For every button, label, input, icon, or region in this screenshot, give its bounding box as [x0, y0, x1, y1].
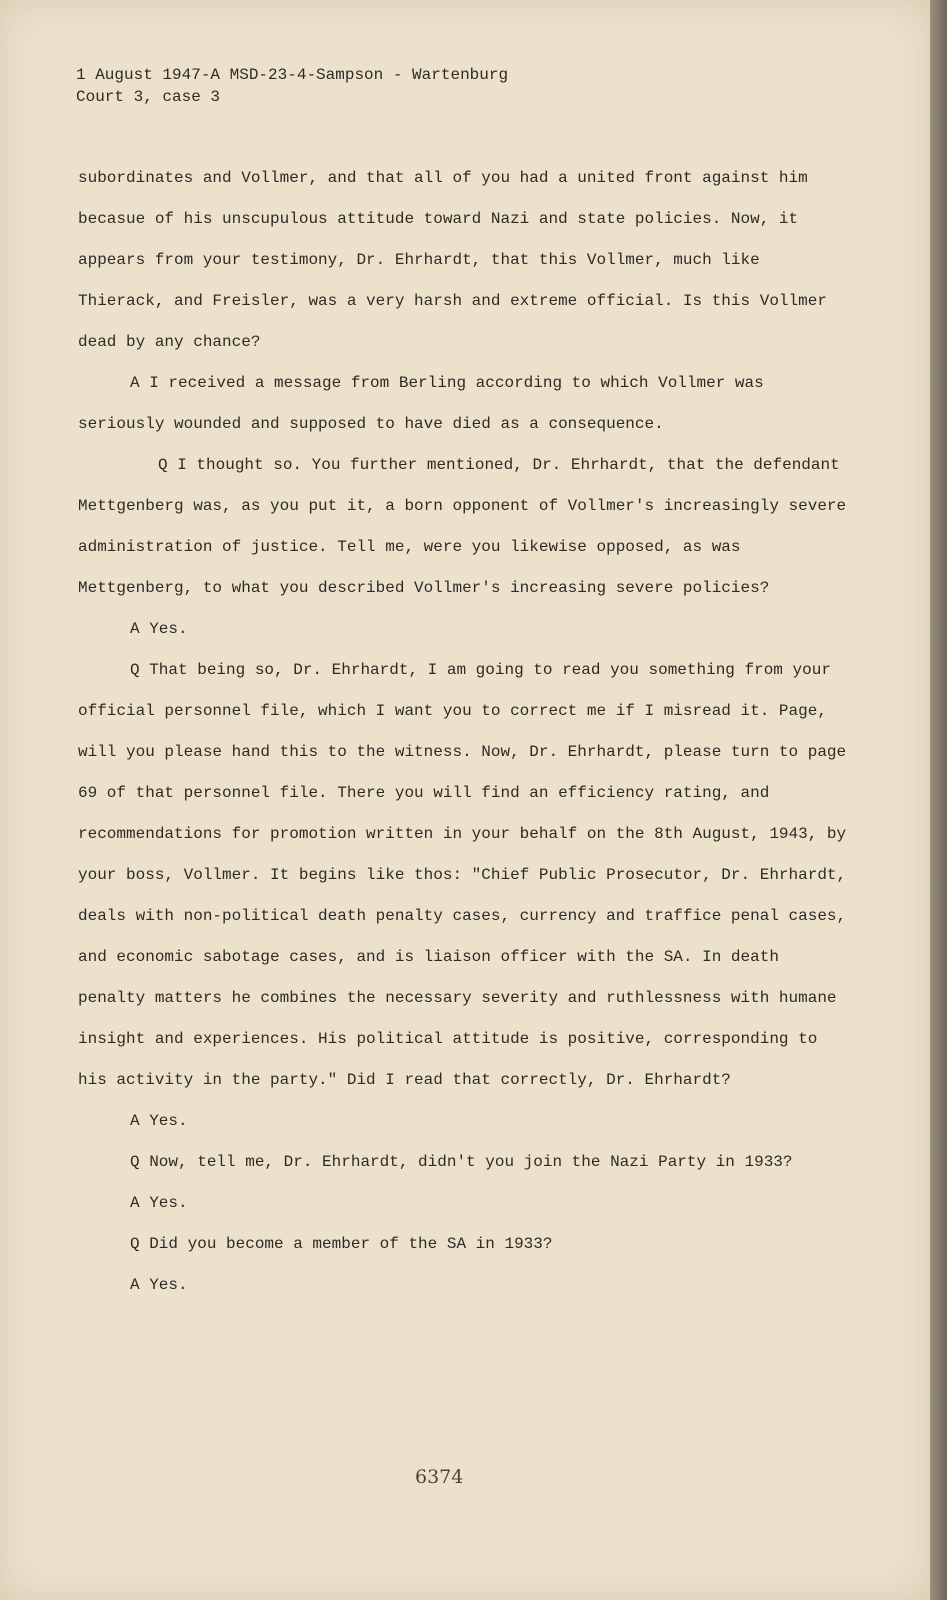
document-header [76, 64, 508, 108]
transcript-body [78, 158, 848, 1306]
paragraph-continuation: subordinates and Vollmer, and that all of you had a united front against him becasue of his unscupulous attitude toward Nazi and state policies. Now, it appears from your testimony, Dr. Ehrhardt, that this Vollmer, much like Thierack, and Freisler, was a very harsh and extreme official. Is this Vollmer dead by any chance? [78, 169, 827, 351]
question-paragraph: Q Now, tell me, Dr. Ehrhardt, didn't you join the Nazi Party in 1933? [130, 1153, 793, 1171]
header-line-2: Court 3, case 3 [76, 88, 221, 106]
answer-paragraph: A Yes. [130, 620, 188, 638]
answer-paragraph: A Yes. [130, 1112, 188, 1130]
answer-paragraph: A Yes. [130, 1276, 188, 1294]
question-paragraph: Q I thought so. You further mentioned, Dr. Ehrhardt, that the defendant Mettgenberg was, as you put it, a born opponent of Vollmer's increasingly severe administration of justice. Tell me, were you likewise opposed, as was Mettgenberg, to what you described Vollmer's increasing severe policies? [78, 456, 847, 597]
answer-paragraph: A I received a message from Berling according to which Vollmer was seriously wounded and supposed to have died as a consequence. [78, 374, 764, 433]
question-paragraph: Q That being so, Dr. Ehrhardt, I am going to read you something from your official personnel file, which I want you to correct me if I misread it. Page, will you please hand this to the witness. Now, Dr. Ehrhardt, please turn to page 69 of that personnel file. There you will find an efficiency rating, and recommendations for promotion written in your behalf on the 8th August, 1943, by your boss, Vollmer. It begins like thos: "Chief Public Prosecutor, Dr. Ehrhardt, deals with non-political death penalty cases, currency and traffice penal cases, and economic sabotage cases, and is liaison officer with the SA. In death penalty matters he combines the necessary severity and ruthlessness with humane insight and experiences. His political attitude is positive, corresponding to his activity in the party." Did I read that correctly, Dr. Ehrhardt? [78, 661, 847, 1089]
answer-paragraph: A Yes. [130, 1194, 188, 1212]
page-number: 6374 [415, 1466, 464, 1488]
question-paragraph: Q Did you become a member of the SA in 1933? [130, 1235, 553, 1253]
page-edge-shadow [930, 0, 947, 1600]
header-line-1: 1 August 1947-A MSD-23-4-Sampson - Wartenburg [76, 66, 509, 84]
